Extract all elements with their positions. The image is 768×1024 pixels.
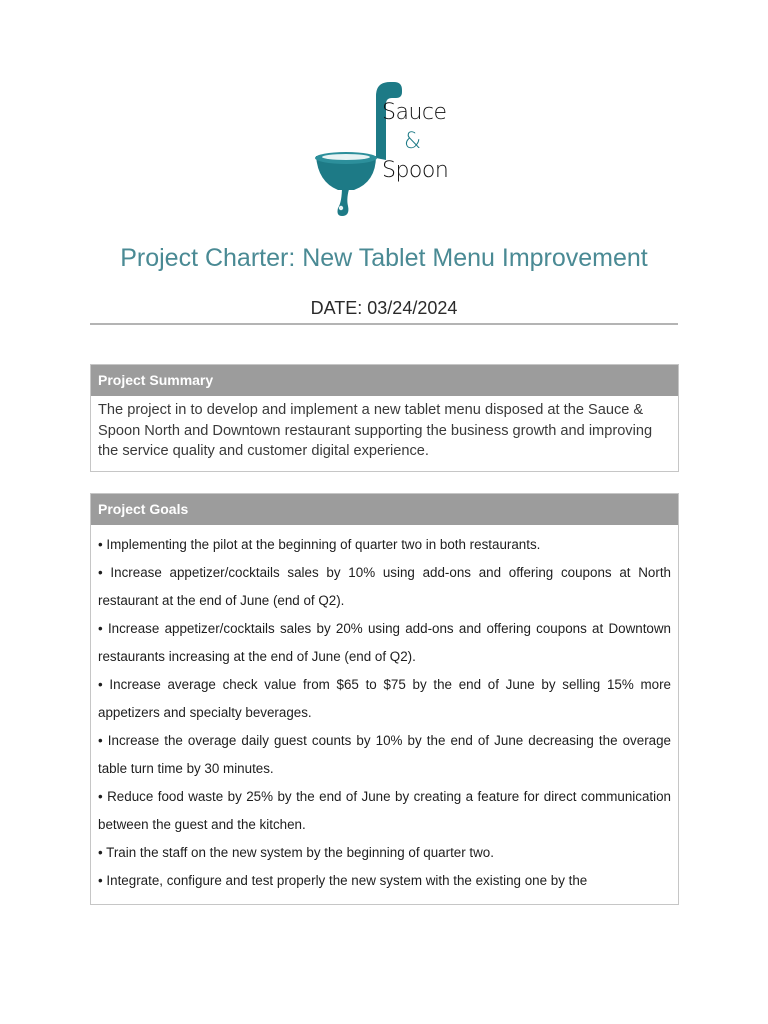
project-summary-heading: Project Summary xyxy=(91,365,678,396)
goal-item: • Increase appetizer/cocktails sales by 20% using add-ons and offering coupons at Downtown restaurants increasing at the end of June (end of Q2). xyxy=(98,621,671,664)
project-goals-list xyxy=(91,525,678,895)
logo-wordmark xyxy=(382,98,448,185)
goal-item: • Increase appetizer/cocktails sales by 10% using add-ons and offering coupons at North restaurant at the end of June (end of Q2). xyxy=(98,565,671,608)
project-goals-heading: Project Goals xyxy=(91,494,678,525)
project-summary-section xyxy=(90,364,679,472)
logo-word-spoon: Spoon xyxy=(382,158,449,183)
project-goals-section xyxy=(90,493,679,905)
sauce-and-spoon-logo xyxy=(310,78,460,223)
project-summary-text: The project in to develop and implement a new tablet menu disposed at the Sauce & Spoon North and Downtown restaurant supporting the business growth and improving the service quality and customer digital experience. xyxy=(98,402,653,459)
document-date: DATE: 03/24/2024 xyxy=(310,298,458,318)
goal-item: • Implementing the pilot at the beginning of quarter two in both restaurants. xyxy=(98,537,541,552)
goal-item: • Train the staff on the new system by the beginning of quarter two. xyxy=(98,845,494,860)
goal-item: • Integrate, configure and test properly the new system with the existing one by the xyxy=(98,873,588,888)
document-title: Project Charter: New Tablet Menu Improvement xyxy=(120,244,648,272)
goal-item: • Increase the overage daily guest counts by 10% by the end of June decreasing the overage table turn time by 30 minutes. xyxy=(98,733,671,776)
title-divider xyxy=(90,323,678,325)
logo-word-sauce: Sauce xyxy=(382,100,447,125)
logo-ampersand: & xyxy=(404,129,421,154)
goal-item: • Reduce food waste by 25% by the end of June by creating a feature for direct communication between the guest and the kitchen. xyxy=(98,789,671,832)
goal-item: • Increase average check value from $65 to $75 by the end of June by selling 15% more appetizers and specialty beverages. xyxy=(98,677,671,720)
